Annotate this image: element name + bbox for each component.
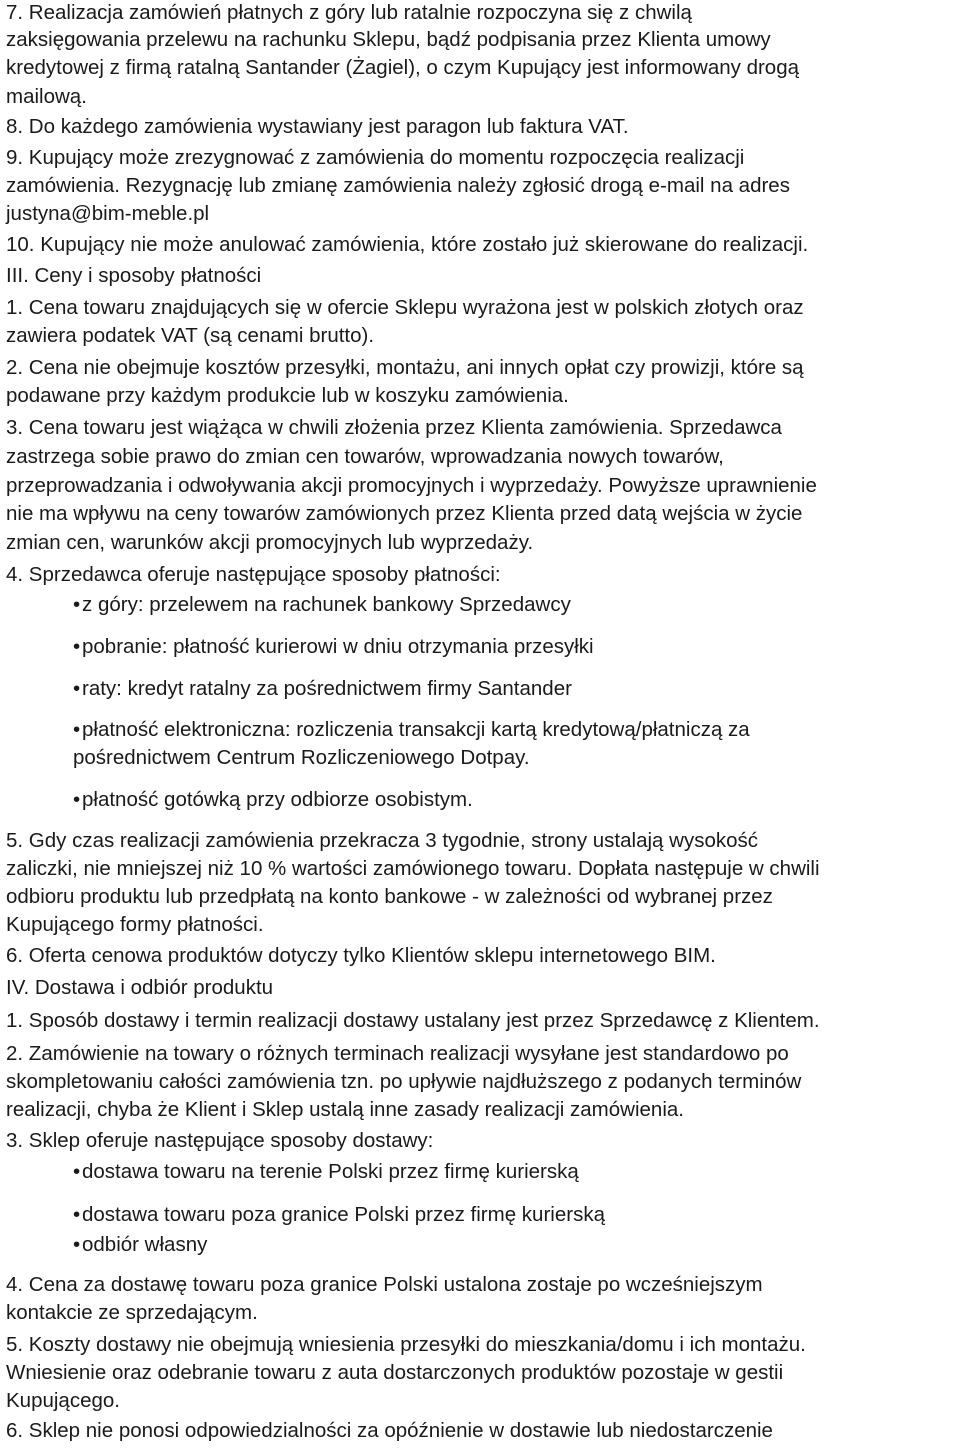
payment-list-item xyxy=(73,786,473,814)
paragraph-line: 4. Sprzedawca oferuje następujące sposoby płatności: xyxy=(6,563,501,586)
paragraph-line: 3. Sklep oferuje następujące sposoby dostawy: xyxy=(6,1129,434,1152)
paragraph-line: 6. Oferta cenowa produktów dotyczy tylko Klientów sklepu internetowego BIM. xyxy=(6,944,716,967)
delivery-list-item-label: dostawa towaru na terenie Polski przez firmę kurierską xyxy=(82,1160,579,1183)
paragraph-line: 10. Kupujący nie może anulować zamówienia, które zostało już skierowane do realizacji. xyxy=(6,233,809,256)
paragraph-line: Kupującego. xyxy=(6,1389,120,1412)
paragraph-line: zastrzega sobie prawo do zmian cen towarów, wprowadzania nowych towarów, xyxy=(6,445,724,468)
paragraph-line: kredytowej z firmą ratalną Santander (Żagiel), o czym Kupujący jest informowany drogą xyxy=(6,56,800,79)
paragraph-line: 5. Gdy czas realizacji zamówienia przekracza 3 tygodnie, strony ustalają wysokość xyxy=(6,829,758,852)
payment-list-item-label: płatność elektroniczna: rozliczenia transakcji kartą kredytową/płatniczą za xyxy=(82,718,750,741)
paragraph-line: zawiera podatek VAT (są cenami brutto). xyxy=(6,324,375,347)
payment-list-item xyxy=(73,675,572,703)
paragraph-line: Kupującego formy płatności. xyxy=(6,913,264,936)
payment-list-item-label: z góry: przelewem na rachunek bankowy Sprzedawcy xyxy=(82,593,571,616)
delivery-list-item-label: dostawa towaru poza granice Polski przez firmę kurierską xyxy=(82,1203,605,1226)
bullet-icon: • xyxy=(73,1160,81,1183)
paragraph-line: kontakcie ze sprzedającym. xyxy=(6,1301,258,1324)
paragraph-line: skompletowaniu całości zamówienia tzn. po upływie najdłuższego z podanych terminów xyxy=(6,1070,802,1093)
paragraph-line: 3. Cena towaru jest wiążąca w chwili złożenia przez Klienta zamówienia. Sprzedawca xyxy=(6,416,782,439)
paragraph-line: 1. Sposób dostawy i termin realizacji dostawy ustalany jest przez Sprzedawcę z Klientem. xyxy=(6,1009,820,1032)
bullet-icon: • xyxy=(73,1233,81,1256)
bullet-icon: • xyxy=(73,635,81,658)
paragraph-line: 7. Realizacja zamówień płatnych z góry lub ratalnie rozpoczyna się z chwilą xyxy=(6,1,692,24)
paragraph-line: zaliczki, nie mniejszej niż 10 % wartości zamówionego towaru. Dopłata następuje w chwili xyxy=(6,857,820,880)
email-line: justyna@bim-meble.pl xyxy=(6,202,210,225)
section-heading: III. Ceny i sposoby płatności xyxy=(6,264,262,287)
paragraph-line: 8. Do każdego zamówienia wystawiany jest paragon lub faktura VAT. xyxy=(6,115,629,138)
payment-list-item xyxy=(73,591,571,619)
bullet-icon: • xyxy=(73,677,81,700)
bullet-icon: • xyxy=(73,788,81,811)
paragraph-line: 6. Sklep nie ponosi odpowiedzialności za opóźnienie w dostawie lub niedostarczenie xyxy=(6,1419,773,1442)
paragraph-line: Wniesienie oraz odebranie towaru z auta dostarczonych produktów pozostaje w gestii xyxy=(6,1361,784,1384)
delivery-list-item xyxy=(73,1201,605,1229)
paragraph-line: mailową. xyxy=(6,85,87,108)
paragraph-line: przeprowadzania i odwoływania akcji promocyjnych i wyprzedaży. Powyższe uprawnienie xyxy=(6,474,817,497)
paragraph-line: odbioru produktu lub przedpłatą na konto bankowe - w zależności od wybranej przez xyxy=(6,885,773,908)
paragraph-line: 2. Cena nie obejmuje kosztów przesyłki, montażu, ani innych opłat czy prowizji, które są xyxy=(6,356,804,379)
paragraph-line: nie ma wpływu na ceny towarów zamówionych przez Klienta przed datą wejścia w życie xyxy=(6,502,803,525)
paragraph-line: zamówienia. Rezygnację lub zmianę zamówienia należy zgłosić drogą e-mail na adres xyxy=(6,174,790,197)
payment-list-item-label: raty: kredyt ratalny za pośrednictwem firmy Santander xyxy=(82,677,572,700)
bullet-icon: • xyxy=(73,718,81,741)
bullet-icon: • xyxy=(73,1203,81,1226)
delivery-list-item-label: odbiór własny xyxy=(82,1233,208,1256)
payment-list-item-label: płatność gotówką przy odbiorze osobistym. xyxy=(82,788,473,811)
paragraph-line: 2. Zamówienie na towary o różnych terminach realizacji wysyłane jest standardowo po xyxy=(6,1042,789,1065)
delivery-list-item xyxy=(73,1231,207,1259)
paragraph-line: podawane przy każdym produkcie lub w koszyku zamówienia. xyxy=(6,384,569,407)
bullet-icon: • xyxy=(73,593,81,616)
paragraph-line: zaksięgowania przelewu na rachunku Sklepu, bądź podpisania przez Klienta umowy xyxy=(6,28,771,51)
paragraph-line: 5. Koszty dostawy nie obejmują wniesienia przesyłki do mieszkania/domu i ich montażu. xyxy=(6,1333,806,1356)
paragraph-line: zmian cen, warunków akcji promocyjnych lub wyprzedaży. xyxy=(6,531,534,554)
paragraph-line: realizacji, chyba że Klient i Sklep ustalą inne zasady realizacji zamówienia. xyxy=(6,1098,684,1121)
section-heading: IV. Dostawa i odbiór produktu xyxy=(6,976,274,999)
payment-list-item xyxy=(73,633,594,661)
paragraph-line: 4. Cena za dostawę towaru poza granice Polski ustalona zostaje po wcześniejszym xyxy=(6,1273,763,1296)
paragraph-line: 9. Kupujący może zrezygnować z zamówienia do momentu rozpoczęcia realizacji xyxy=(6,146,745,169)
payment-list-item-label: pobranie: płatność kurierowi w dniu otrzymania przesyłki xyxy=(82,635,594,658)
payment-list-item-continuation: pośrednictwem Centrum Rozliczeniowego Dotpay. xyxy=(73,746,530,769)
paragraph-line: 1. Cena towaru znajdujących się w ofercie Sklepu wyrażona jest w polskich złotych oraz xyxy=(6,296,804,319)
payment-list-item xyxy=(73,716,750,744)
delivery-list-item xyxy=(73,1158,579,1186)
